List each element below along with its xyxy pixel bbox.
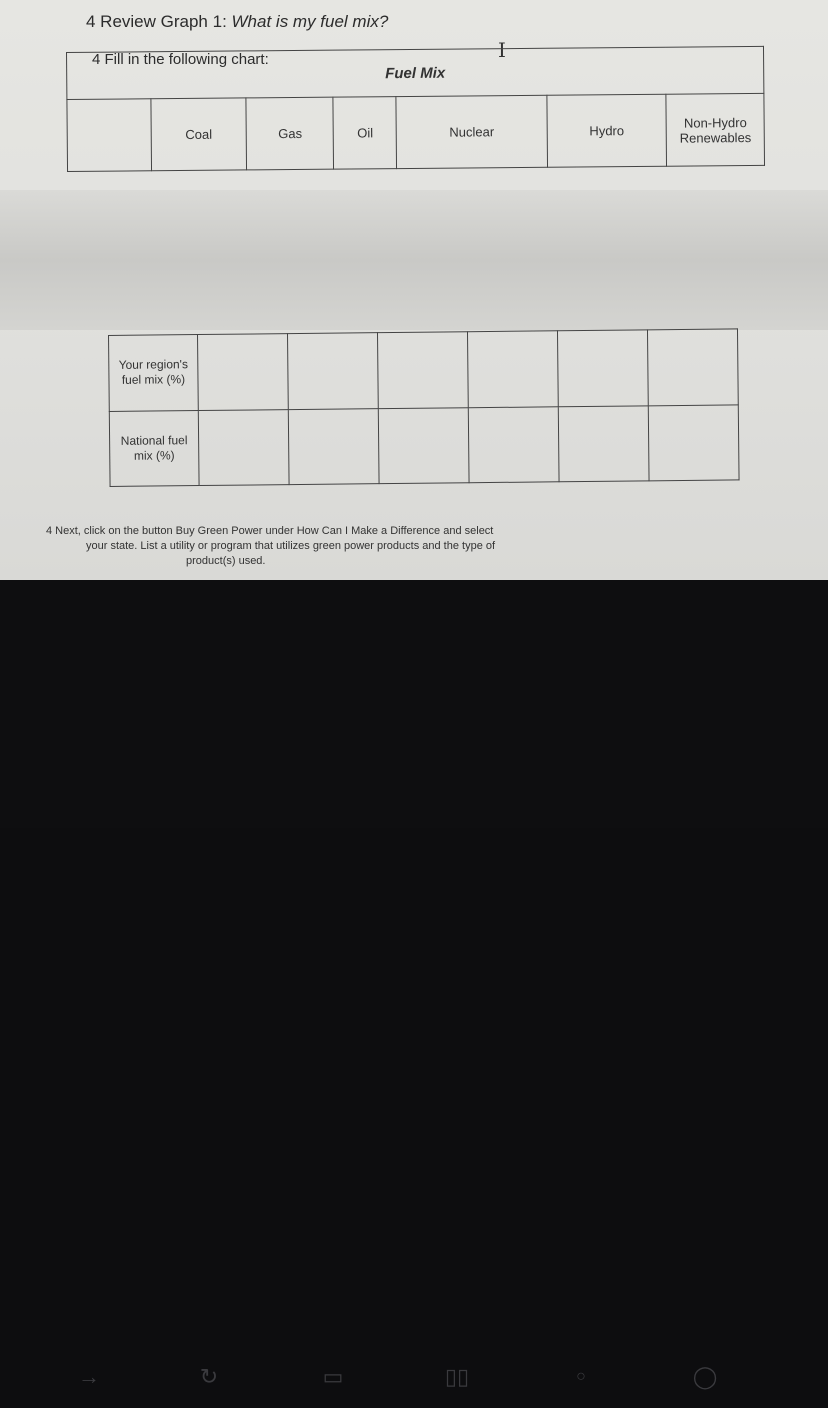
refresh-icon[interactable]: ↻ (199, 1364, 219, 1389)
entry-cell[interactable] (648, 404, 739, 480)
task-view-icon[interactable]: ▯▯ (444, 1364, 470, 1389)
arrow-icon[interactable]: → (78, 1364, 100, 1389)
entry-cell[interactable] (558, 405, 649, 481)
entry-cell[interactable] (288, 408, 379, 484)
entry-cell[interactable] (198, 409, 289, 485)
next-instruction (46, 524, 606, 569)
taskbar (0, 1350, 828, 1408)
column-oil: Oil (333, 97, 397, 170)
column-hydro: Hydro (547, 94, 667, 167)
worksheet-page (0, 0, 828, 580)
instruction-line-3: product(s) used. (186, 555, 266, 567)
entry-cell[interactable] (467, 331, 558, 407)
text-cursor-icon: I (498, 38, 506, 62)
entry-cell[interactable] (378, 407, 469, 483)
entry-cell[interactable] (557, 330, 648, 406)
instruction-line-1: 4 Next, click on the button Buy Green Power under How Can I Make a Difference and select (46, 525, 494, 537)
entry-cell[interactable] (377, 332, 468, 408)
review-prefix: 4 Review Graph 1: (86, 12, 232, 31)
shaded-band (0, 190, 828, 330)
entry-cell[interactable] (468, 406, 559, 482)
column-coal: Coal (151, 98, 247, 171)
table-cell-blank[interactable] (67, 99, 151, 172)
review-question: What is my fuel mix? (231, 12, 389, 31)
fuel-mix-entry-table (108, 328, 740, 487)
row-label-national: National fuel mix (%) (109, 410, 199, 486)
entry-cell[interactable] (198, 334, 289, 410)
review-heading (86, 12, 388, 32)
column-gas: Gas (246, 97, 334, 170)
window-icon[interactable]: ▭ (322, 1364, 344, 1389)
circle-icon[interactable]: ○ (576, 1368, 586, 1385)
column-non-hydro-renewables: Non-Hydro Renewables (666, 93, 764, 166)
instruction-line-2: your state. List a utility or program that utilizes green power products and the type of (86, 540, 496, 552)
column-nuclear: Nuclear (396, 95, 547, 168)
circle-large-icon[interactable]: ◯ (692, 1364, 718, 1389)
screen-bezel (0, 580, 828, 1389)
fill-instruction: 4 Fill in the following chart: (92, 51, 269, 68)
fuel-mix-title: Fuel Mix (67, 46, 764, 99)
entry-cell[interactable] (287, 333, 378, 409)
entry-cell[interactable] (647, 329, 738, 405)
row-label-region: Your region's fuel mix (%) (109, 335, 199, 411)
